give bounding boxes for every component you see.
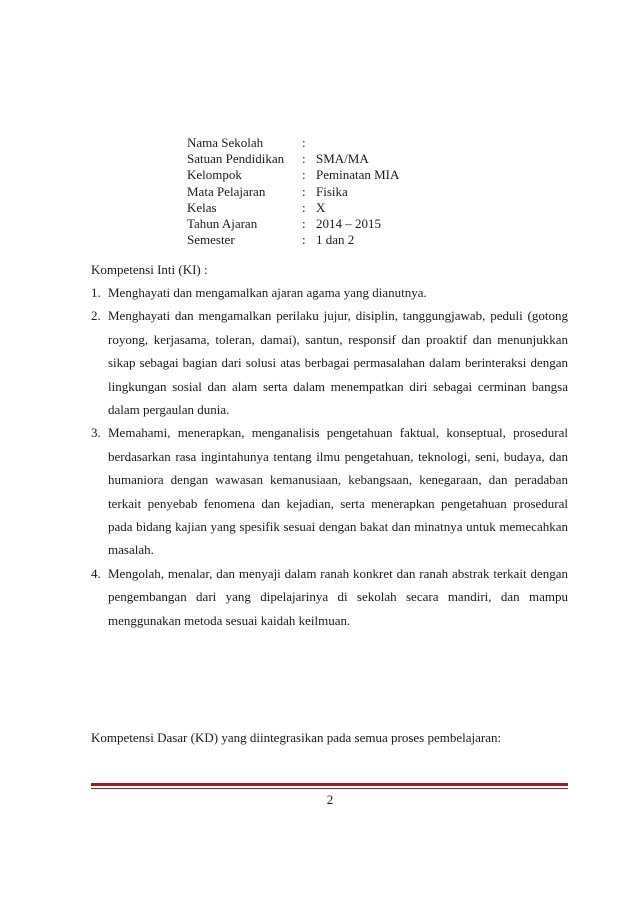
- info-value: 1 dan 2: [316, 232, 355, 248]
- info-label: Mata Pelajaran: [187, 183, 266, 199]
- info-separator: :: [302, 199, 306, 215]
- info-label: Nama Sekolah: [187, 135, 264, 150]
- info-value: X: [316, 199, 326, 215]
- info-separator: :: [302, 151, 306, 167]
- kompetensi-inti-heading: Kompetensi Inti (KI) :: [91, 262, 208, 277]
- list-item: [91, 421, 568, 561]
- info-row-nama-sekolah: [187, 135, 399, 151]
- info-row-kelompok: [187, 167, 399, 183]
- info-value: Fisika: [316, 183, 348, 199]
- info-separator: :: [302, 232, 306, 248]
- kompetensi-inti-list: [91, 281, 568, 632]
- list-item-text: Menghayati dan mengamalkan ajaran agama yang dianutnya.: [108, 285, 427, 300]
- footer-rule-thin: [91, 788, 568, 789]
- info-separator: :: [302, 183, 306, 199]
- list-item-number: 2.: [91, 308, 101, 324]
- list-item-number: 3.: [91, 425, 101, 441]
- kompetensi-dasar-heading: Kompetensi Dasar (KD) yang diintegrasikan pada semua proses pembelajaran:: [91, 730, 502, 745]
- info-value: SMA/MA: [316, 151, 369, 167]
- list-item-number: 1.: [91, 285, 101, 300]
- info-row-tahun-ajaran: [187, 216, 399, 232]
- list-item-text: Menghayati dan mengamalkan perilaku jujur, disiplin, tanggungjawab, peduli (gotong royong, kerjasama, toleran, damai), santun, responsif dan proaktif dan menunjukkan sikap sebagai bagian dari solusi atas berbagai permasalahan dalam berinteraksi dengan lingkungan sosial dan alam serta dalam menempatkan diri sebagai cerminan bangsa dalam pergaulan dunia.: [108, 308, 568, 418]
- list-item: [91, 562, 568, 632]
- info-row-semester: [187, 232, 399, 248]
- info-value: 2014 – 2015: [316, 216, 381, 232]
- footer-rule: [91, 783, 568, 786]
- list-item-text: Memahami, menerapkan, menganalisis pengetahuan faktual, konseptual, prosedural berdasarkan rasa ingintahunya tentang ilmu pengetahuan, teknologi, seni, budaya, dan humaniora dengan wawasan kemanusiaan, kebangsaan, kenegaraan, dan peradaban terkait penyebab fenomena dan kejadian, serta menerapkan pengetahuan prosedural pada bidang kajian yang spesifik sesuai dengan bakat dan minatnya untuk memecahkan masalah.: [108, 425, 568, 558]
- info-separator: :: [302, 135, 306, 150]
- info-label: Satuan Pendidikan: [187, 151, 285, 167]
- info-label: Tahun Ajaran: [187, 216, 258, 232]
- info-value: [316, 135, 399, 151]
- list-item-number: 4.: [91, 565, 101, 581]
- list-item: [91, 304, 568, 421]
- info-value: Peminatan MIA: [316, 167, 400, 183]
- list-item: [91, 281, 568, 304]
- info-label: Semester: [187, 232, 235, 248]
- info-row-mata-pelajaran: [187, 184, 399, 200]
- info-row-satuan-pendidikan: [187, 151, 399, 167]
- school-info-table: [187, 135, 399, 248]
- info-separator: :: [302, 167, 306, 183]
- info-label: Kelas: [187, 199, 217, 215]
- info-label: Kelompok: [187, 167, 242, 183]
- page-number: 2: [326, 792, 334, 807]
- info-row-kelas: [187, 200, 399, 216]
- list-item-text: Mengolah, menalar, dan menyaji dalam ranah konkret dan ranah abstrak terkait dengan pengembangan dari yang dipelajarinya di sekolah secara mandiri, dan mampu menggunakan metoda sesuai kaidah keilmuan.: [108, 565, 568, 628]
- info-separator: :: [302, 216, 306, 232]
